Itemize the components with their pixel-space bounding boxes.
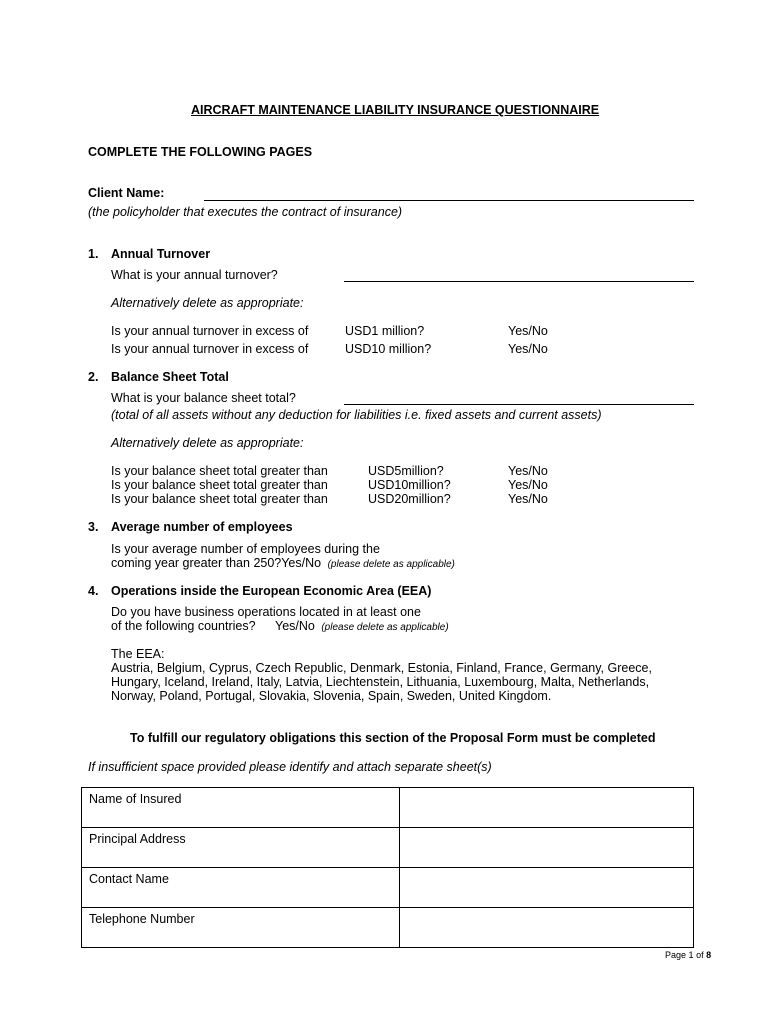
balance-row-1-answer[interactable]: Yes/No bbox=[508, 464, 548, 478]
turnover-row-1-value: USD1 million? bbox=[345, 324, 425, 338]
telephone-number-input[interactable] bbox=[400, 908, 694, 948]
principal-address-label: Principal Address bbox=[82, 828, 400, 868]
balance-sheet-field[interactable] bbox=[344, 404, 694, 405]
contact-name-label: Contact Name bbox=[82, 868, 400, 908]
balance-row-2-value: USD10million? bbox=[368, 478, 451, 492]
turnover-row-2-question: Is your annual turnover in excess of bbox=[111, 342, 309, 356]
balance-sheet-note: (total of all assets without any deduction for liabilities i.e. fixed assets and current assets) bbox=[111, 408, 602, 422]
table-row bbox=[82, 788, 694, 828]
eea-answer[interactable]: Yes/No bbox=[275, 619, 315, 633]
section-1-title: Annual Turnover bbox=[111, 247, 211, 261]
client-name-note: (the policyholder that executes the contract of insurance) bbox=[88, 205, 403, 219]
page-current: 1 bbox=[688, 950, 694, 960]
annual-turnover-field[interactable] bbox=[344, 281, 694, 282]
eea-countries-line-2: Hungary, Iceland, Ireland, Italy, Latvia, Liechtenstein, Lithuania, Luxembourg, Malta, Netherlands, bbox=[111, 675, 650, 689]
client-name-field[interactable] bbox=[204, 200, 694, 201]
eea-question-line-2 bbox=[111, 619, 449, 633]
employees-line-2 bbox=[111, 556, 455, 570]
section-4-number: 4. bbox=[88, 584, 99, 598]
page-title: AIRCRAFT MAINTENANCE LIABILITY INSURANCE QUESTIONNAIRE bbox=[191, 103, 600, 117]
balance-row-2-question: Is your balance sheet total greater than bbox=[111, 478, 328, 492]
insufficient-space-note: If insufficient space provided please identify and attach separate sheet(s) bbox=[88, 760, 492, 774]
contact-name-input[interactable] bbox=[400, 868, 694, 908]
balance-row-3-question: Is your balance sheet total greater than bbox=[111, 492, 328, 506]
balance-row-3-answer[interactable]: Yes/No bbox=[508, 492, 548, 506]
eea-label: The EEA: bbox=[111, 647, 165, 661]
turnover-row-2-value: USD10 million? bbox=[345, 342, 432, 356]
balance-sheet-question: What is your balance sheet total? bbox=[111, 391, 296, 405]
balance-row-1-value: USD5million? bbox=[368, 464, 444, 478]
balance-row-2-answer[interactable]: Yes/No bbox=[508, 478, 548, 492]
page-total: 8 bbox=[706, 950, 712, 960]
turnover-row-1-question: Is your annual turnover in excess of bbox=[111, 324, 309, 338]
insured-details-table bbox=[81, 787, 694, 948]
balance-row-1-question: Is your balance sheet total greater than bbox=[111, 464, 328, 478]
complete-heading: COMPLETE THE FOLLOWING PAGES bbox=[88, 145, 313, 159]
page-word: Page bbox=[665, 950, 687, 960]
section-4-title: Operations inside the European Economic Area (EEA) bbox=[111, 584, 432, 598]
eea-countries-line-3: Norway, Poland, Portugal, Slovakia, Slovenia, Spain, Sweden, United Kingdom. bbox=[111, 689, 552, 703]
employees-line-1: Is your average number of employees during the bbox=[111, 542, 380, 556]
table-row bbox=[82, 908, 694, 948]
section-1-alt: Alternatively delete as appropriate: bbox=[111, 296, 304, 310]
section-3-title: Average number of employees bbox=[111, 520, 293, 534]
turnover-row-2-answer[interactable]: Yes/No bbox=[508, 342, 548, 356]
employees-question-answer[interactable]: coming year greater than 250?Yes/No bbox=[111, 556, 322, 570]
regulatory-heading: To fulfill our regulatory obligations this section of the Proposal Form must be completed bbox=[130, 731, 656, 745]
employees-hint: (please delete as applicable) bbox=[327, 559, 455, 570]
section-2-alt: Alternatively delete as appropriate: bbox=[111, 436, 304, 450]
table-row bbox=[82, 868, 694, 908]
page-number bbox=[665, 950, 711, 960]
name-of-insured-input[interactable] bbox=[400, 788, 694, 828]
principal-address-input[interactable] bbox=[400, 828, 694, 868]
eea-hint: (please delete as applicable) bbox=[321, 622, 449, 633]
section-2-title: Balance Sheet Total bbox=[111, 370, 229, 384]
name-of-insured-label: Name of Insured bbox=[82, 788, 400, 828]
table-row bbox=[82, 828, 694, 868]
eea-question-text: of the following countries? bbox=[111, 619, 256, 633]
turnover-row-1-answer[interactable]: Yes/No bbox=[508, 324, 548, 338]
section-3-number: 3. bbox=[88, 520, 99, 534]
telephone-number-label: Telephone Number bbox=[82, 908, 400, 948]
eea-countries-line-1: Austria, Belgium, Cyprus, Czech Republic, Denmark, Estonia, Finland, France, Germany, Greece, bbox=[111, 661, 652, 675]
client-name-label: Client Name: bbox=[88, 186, 165, 200]
balance-row-3-value: USD20million? bbox=[368, 492, 451, 506]
page-of-word: of bbox=[696, 950, 704, 960]
annual-turnover-question: What is your annual turnover? bbox=[111, 268, 278, 282]
section-2-number: 2. bbox=[88, 370, 99, 384]
eea-question-line-1: Do you have business operations located in at least one bbox=[111, 605, 421, 619]
section-1-number: 1. bbox=[88, 247, 99, 261]
